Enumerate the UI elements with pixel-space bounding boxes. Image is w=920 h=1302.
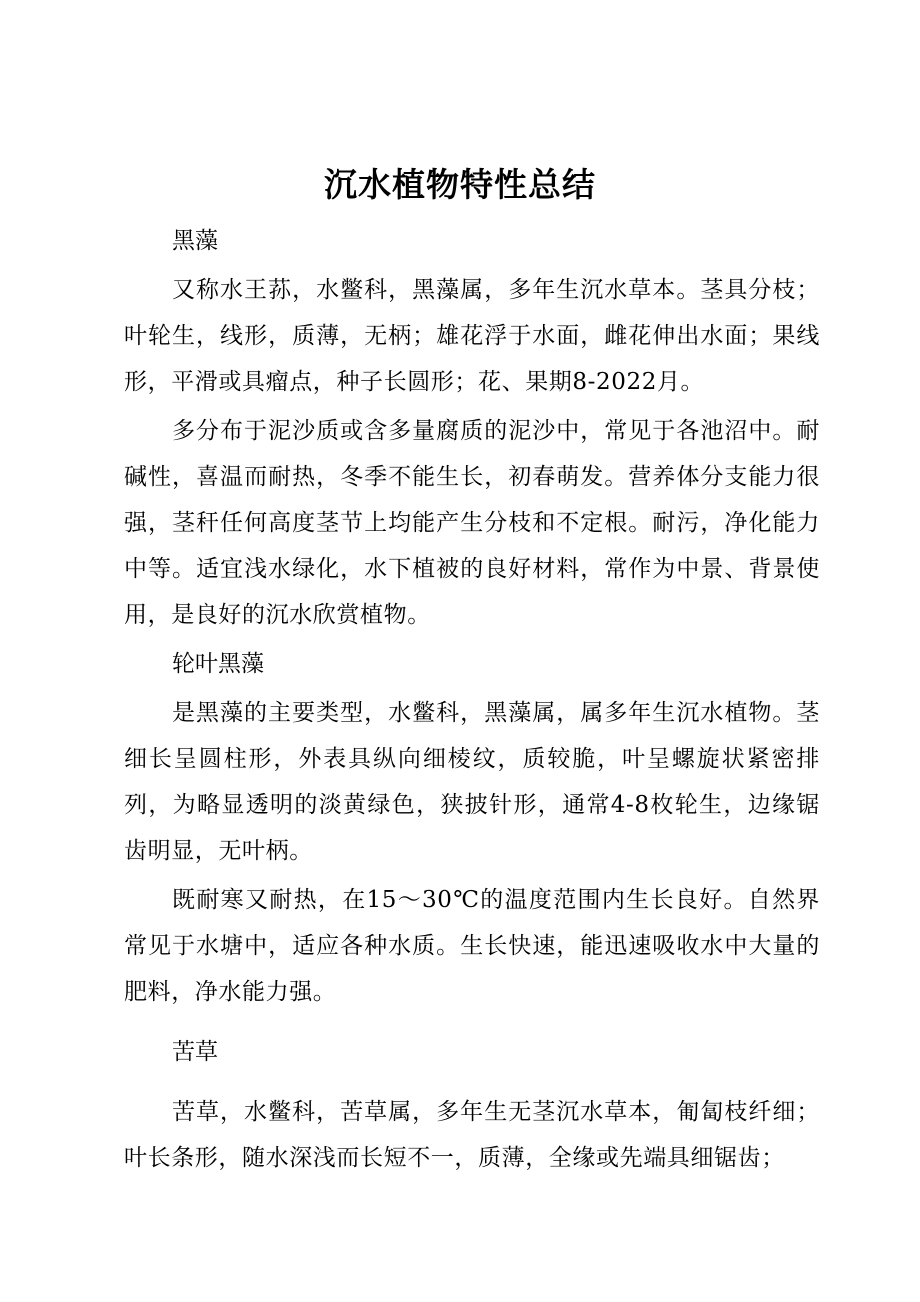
paragraph: 多分布于泥沙质或含多量腐质的泥沙中，常见于各池沼中。耐碱性，喜温而耐热，冬季不能生长，初春萌发。营养体分支能力很强，茎秆任何高度茎节上均能产生分枝和不定根。耐污，净化能力中等。适宜浅水绿化，水下植被的良好材料，常作为中景、背景使用，是良好的沉水欣赏植物。 (124, 418, 820, 628)
section-heading-lunye-heizao: 轮叶黑藻 (172, 651, 264, 677)
section-heading-kucao: 苦草 (172, 1039, 218, 1065)
paragraph: 苦草，水鳖科，苦草属，多年生无茎沉水草本，匍匐枝纤细；叶长条形，随水深浅而长短不一，质薄，全缘或先端具细锯齿； (124, 1099, 820, 1171)
paragraph: 既耐寒又耐热，在15～30℃的温度范围内生长良好。自然界常见于水塘中，适应各种水质。生长快速，能迅速吸收水中大量的肥料，净水能力强。 (124, 887, 820, 1005)
paragraph: 是黑藻的主要类型，水鳖科，黑藻属，属多年生沉水植物。茎细长呈圆柱形，外表具纵向细棱纹，质较脆，叶呈螺旋状紧密排列，为略显透明的淡黄绿色，狭披针形，通常4-8枚轮生，边缘锯齿明显，无叶柄。 (124, 700, 820, 864)
document-body (124, 218, 820, 1181)
page-title: 沉水植物特性总结 (324, 165, 596, 204)
paragraph: 又称水王荪，水鳖科，黑藻属，多年生沉水草本。茎具分枝；叶轮生，线形，质薄，无柄；雄花浮于水面，雌花伸出水面；果线形，平滑或具瘤点，种子长圆形；花、果期8-2022月。 (124, 277, 820, 395)
section-heading-heizao: 黑藻 (172, 228, 218, 254)
